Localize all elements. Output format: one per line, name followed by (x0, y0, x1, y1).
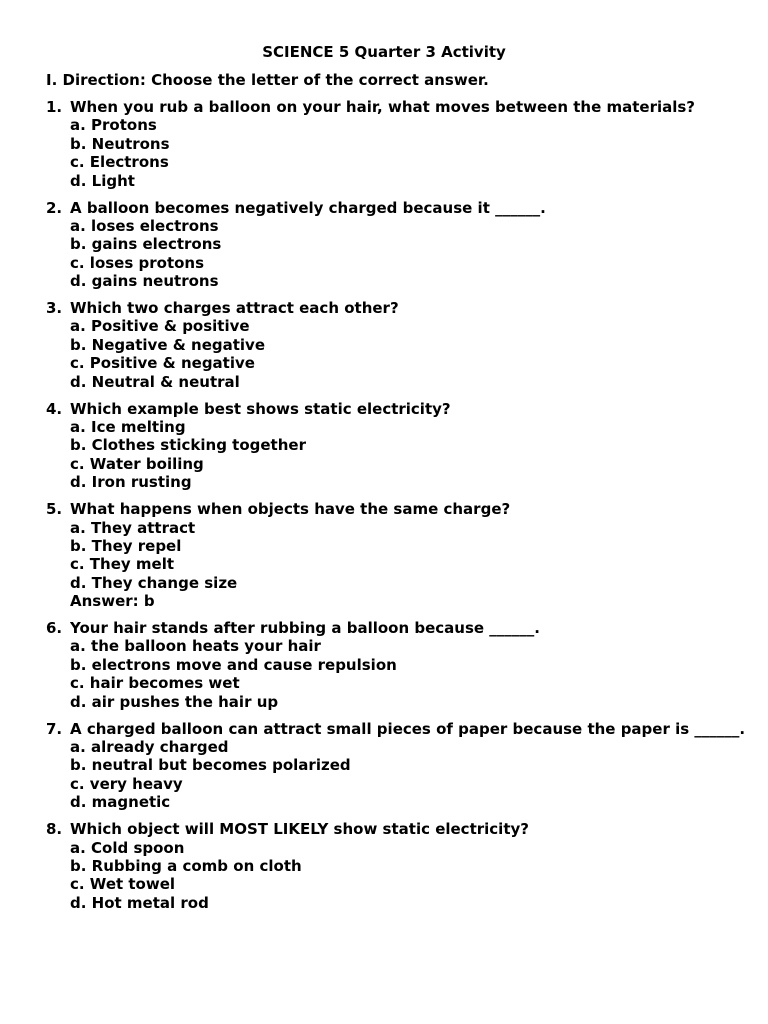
answer-option: b. electrons move and cause repulsion (70, 655, 397, 674)
question-number: 2. (46, 198, 63, 217)
answer-option: a. the balloon heats your hair (70, 637, 321, 656)
answer-option: d. gains neutrons (70, 272, 219, 291)
question-number: 8. (46, 820, 63, 839)
answer-options (70, 839, 746, 913)
direction-text: I. Direction: Choose the letter of the correct answer. (46, 71, 489, 89)
question-stem (46, 619, 746, 637)
answer-options (70, 418, 746, 492)
question-text: Your hair stands after rubbing a balloon because ______. (70, 619, 541, 638)
question-stem (46, 820, 746, 838)
answer-options (70, 637, 746, 711)
question-stem (46, 98, 746, 116)
question-stem (46, 199, 746, 217)
question-list (46, 98, 746, 921)
answer-options (70, 738, 746, 812)
question-stem (46, 299, 746, 317)
question-text: Which example best shows static electricity? (70, 399, 451, 418)
page-title: SCIENCE 5 Quarter 3 Activity (262, 43, 506, 61)
answer-option: d. air pushes the hair up (70, 692, 279, 711)
question-item (46, 619, 746, 711)
question-item (46, 500, 746, 610)
answer-option: c. Water boiling (70, 454, 204, 473)
answer-option: b. Clothes sticking together (70, 436, 306, 455)
answer-option: d. Light (70, 171, 135, 190)
answer-option: b. They repel (70, 536, 182, 555)
question-text: Which two charges attract each other? (70, 299, 399, 318)
answer-option: c. very heavy (70, 774, 183, 793)
question-item (46, 199, 746, 291)
question-stem (46, 720, 746, 738)
question-number: 1. (46, 98, 63, 116)
question-stem (46, 500, 746, 518)
answer-option: b. Neutrons (70, 134, 170, 153)
question-item (46, 400, 746, 492)
question-number: 3. (46, 299, 63, 318)
answer-option: d. Hot metal rod (70, 893, 209, 912)
answer-option: a. already charged (70, 738, 229, 756)
question-text: What happens when objects have the same charge? (70, 500, 511, 519)
question-text: Which object will MOST LIKELY show static electricity? (70, 820, 529, 839)
question-item (46, 299, 746, 391)
question-text: A charged balloon can attract small pieces of paper because the paper is ______. (70, 719, 746, 738)
answer-option: c. Wet towel (70, 875, 176, 894)
answer-option: a. Ice melting (70, 418, 186, 436)
answer-option: c. Electrons (70, 153, 169, 172)
answer-options (70, 217, 746, 291)
question-stem (46, 400, 746, 418)
answer-option: b. neutral but becomes polarized (70, 756, 351, 775)
question-number: 5. (46, 500, 63, 519)
question-item (46, 720, 746, 812)
question-item (46, 820, 746, 912)
answer-option: c. They melt (70, 555, 175, 574)
question-number: 4. (46, 399, 63, 418)
answer-option: b. gains electrons (70, 235, 222, 254)
answer-option: d. magnetic (70, 793, 171, 812)
question-text: A balloon becomes negatively charged because it ______. (70, 198, 546, 217)
answer-option: a. Protons (70, 116, 157, 135)
answer-options (70, 317, 746, 391)
answer-option: a. Positive & positive (70, 317, 250, 336)
answer-option: c. hair becomes wet (70, 674, 240, 693)
answer-options (70, 116, 746, 190)
question-number: 6. (46, 619, 63, 638)
answer-option: b. Negative & negative (70, 335, 266, 354)
answer-option: c. loses protons (70, 253, 205, 272)
answer-key: Answer: b (70, 592, 155, 611)
question-number: 7. (46, 719, 63, 738)
answer-option: d. They change size (70, 573, 238, 592)
answer-option: d. Iron rusting (70, 473, 192, 492)
answer-option: a. They attract (70, 518, 196, 537)
answer-option: d. Neutral & neutral (70, 372, 240, 391)
answer-option: c. Positive & negative (70, 354, 255, 373)
question-text: When you rub a balloon on your hair, what moves between the materials? (70, 98, 696, 116)
answer-option: a. Cold spoon (70, 838, 185, 857)
answer-options (70, 519, 746, 611)
answer-option: a. loses electrons (70, 216, 219, 235)
answer-option: b. Rubbing a comb on cloth (70, 856, 302, 875)
question-item (46, 98, 746, 190)
